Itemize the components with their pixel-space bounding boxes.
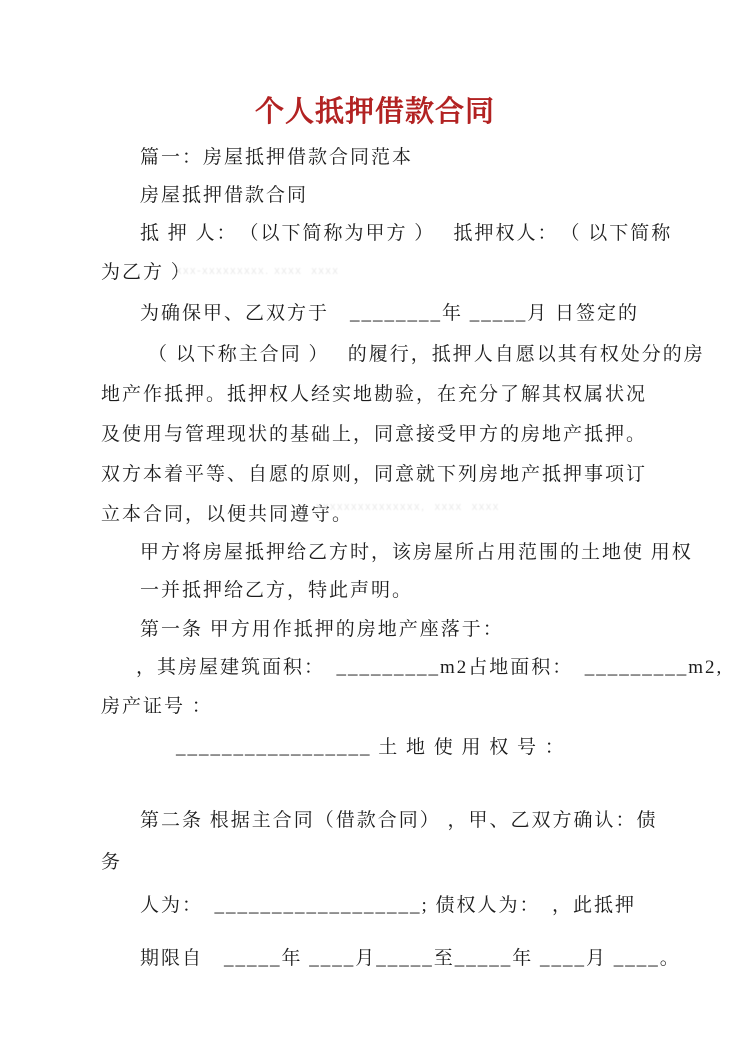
doc-line: 篇一：房屋抵押借款合同范本 [140,147,414,168]
doc-line: 一并抵押给乙方，特此声明。 [140,580,414,601]
doc-line: 房屋抵押借款合同 [140,185,309,206]
doc-line: ，其房屋建筑面积： _________m2占地面积： _________m2, [136,657,724,678]
doc-line: 双方本着平等、自愿的原则，同意就下列房地产抵押事项订 [101,464,648,485]
doc-line: 地产作抵押。抵押权人经实地勘验，在充分了解其权属状况 [101,384,648,405]
doc-line: （ 以下称主合同 ） 的履行，抵押人自愿以其有权处分的房 [148,344,705,365]
doc-line: 务 [101,852,123,873]
doc-line: 为乙方 ） [101,262,192,283]
doc-line: 第一条 甲方用作抵押的房地产座落于： [140,619,504,640]
watermark-text: xxxxxxxxxxxxxxx, xxxx xxxx [316,501,500,513]
doc-line: 立本合同，以便共同遵守。 [101,504,354,525]
doc-line: 抵 押 人： （以下简称为甲方 ） 抵押权人： （ 以下简称 [140,223,673,244]
doc-line: 房产证号 ： [101,696,213,717]
doc-line: 为确保甲、乙双方于 ________年 _____月 日签定的 [140,303,640,324]
doc-line: 及使用与管理现状的基础上，同意接受甲方的房地产抵押。 [101,424,648,445]
doc-line: 人为： __________________; 债权人为： ，此抵押 [140,895,637,916]
doc-line: 甲方将房屋抵押给乙方时，该房屋所占用范围的土地使 用权 [140,542,693,563]
doc-line: 期限自 _____年 ____月_____至_____年 ____月 ____。 [140,948,681,969]
watermark-text: xxx-xxxxxxxxx. xxxx xxxx [176,265,340,277]
page-title: 个人抵押借款合同 [254,96,495,128]
doc-line: _________________ 土 地 使 用 权 号 ： [176,737,566,758]
doc-line: 第二条 根据主合同（借款合同） ，甲、乙双方确认：债 [140,810,658,831]
